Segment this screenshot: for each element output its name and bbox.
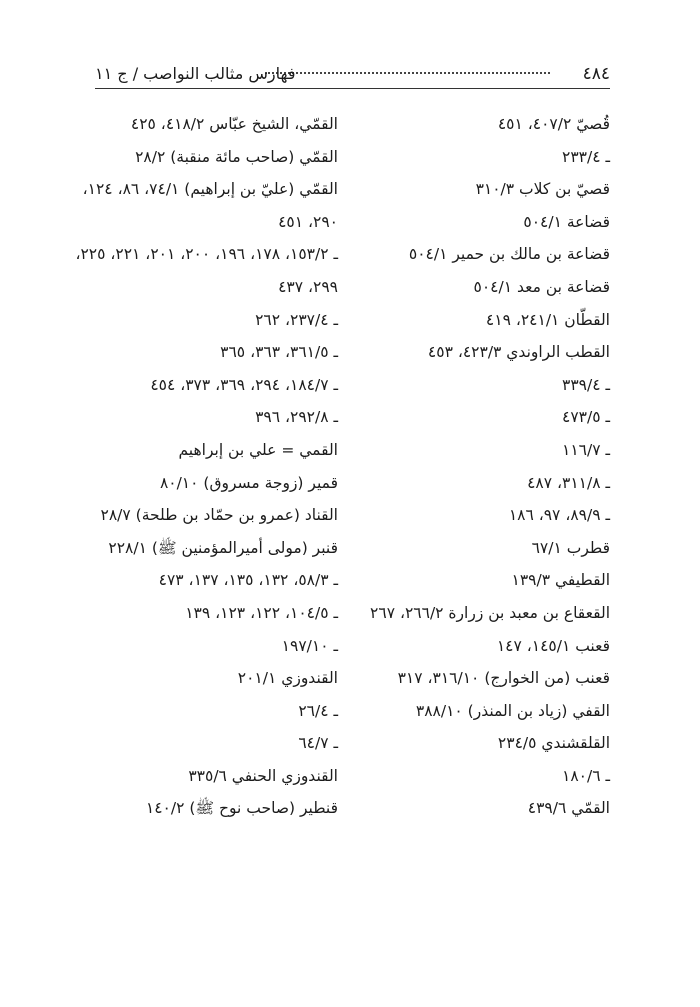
index-entry: القطب الراوندي ٤٢٣/٣، ٤٥٣ [427,343,610,362]
dotted-leader [265,72,550,74]
index-entry: ـ ٢٩٢/٨، ٣٩٦ [255,408,338,427]
index-entry: قعنب ١٤٥/١، ١٤٧ [496,636,610,655]
index-entry: ـ ١٥٣/٢، ١٧٨، ١٩٦، ٢٠٠، ٢٠١، ٢٢١، ٢٢٥، [75,245,338,264]
index-entry: ـ ٦٤/٧ [298,734,338,753]
index-entry: القطيفي ١٣٩/٣ [511,571,610,590]
index-entry: ـ ٣٦١/٥، ٣٦٣، ٣٦٥ [220,343,338,362]
index-entry: ـ ٤٧٣/٥ [562,408,610,427]
index-entry: القمي = علي بن إبراهيم [178,440,338,459]
index-entry: قعنب (من الخوارج) ٣١٦/١٠، ٣١٧ [397,669,610,688]
index-entry: القعقاع بن معبد بن زرارة ٢٦٦/٢، ٢٦٧ [370,603,610,622]
index-column-left [75,108,338,825]
index-entry: القندوزي الحنفي ٣٣٥/٦ [188,766,338,785]
index-entry: قمير (زوجة مسروق) ٨٠/١٠ [159,473,338,492]
index-entry: ـ ٢٣٧/٤، ٢٦٢ [255,310,338,329]
index-entry: القفي (زياد بن المنذر) ٣٨٨/١٠ [415,701,610,720]
index-entry: القناد (عمرو بن حمّاد بن طلحة) ٢٨/٧ [100,506,338,525]
index-entry: ـ ١٨٠/٦ [562,766,610,785]
index-entry: القمّي (صاحب مائة منقبة) ٢٨/٢ [135,147,338,166]
index-entry: القلقشندي ٢٣٤/٥ [497,734,610,753]
index-entry: القمّي (عليّ بن إبراهيم) ٧٤/١، ٨٦، ١٢٤، [82,180,338,199]
index-entry: ـ ٣١١/٨، ٤٨٧ [527,473,610,492]
index-entry: ـ ١٠٤/٥، ١٢٢، ١٢٣، ١٣٩ [185,603,338,622]
index-entry: ٢٩٩، ٤٣٧ [278,277,338,296]
index-entry: قضاعة بن معد ٥٠٤/١ [473,277,610,296]
index-entry: القمّي ٤٣٩/٦ [527,799,610,818]
index-entry: ـ ٢٣٣/٤ [562,147,610,166]
page-number: ٤٨٤ [582,64,610,84]
index-entry: القمّي، الشيخ عبّاس ٤١٨/٢، ٤٢٥ [130,115,338,133]
index-entry: قضاعة ٥٠٤/١ [523,212,610,231]
index-column-right [352,108,610,825]
running-title: فهارس مثالب النواصب / ج ١١ [95,64,296,83]
index-entry: ـ ١٩٧/١٠ [281,636,338,655]
index-entry: ـ ١٨٤/٧، ٢٩٤، ٣٦٩، ٣٧٣، ٤٥٤ [150,375,338,394]
index-entry: ـ ٨٩/٩، ٩٧، ١٨٦ [508,506,610,525]
index-entry: القندوزي ٢٠١/١ [237,669,338,688]
index-entry: ـ ١١٦/٧ [562,440,610,459]
index-entry: قنطير (صاحب نوح ﷺ) ١٤٠/٢ [145,799,338,818]
index-entry: القطّان ٢٤١/١، ٤١٩ [485,310,610,329]
index-entry: ـ ٢٦/٤ [298,701,338,720]
index-entry: قضاعة بن مالك بن حمير ٥٠٤/١ [408,245,610,264]
index-entry: قنبر (مولى أميرالمؤمنين ﷺ) ٢٢٨/١ [108,538,338,557]
index-entry: ـ ٥٨/٣، ١٣٢، ١٣٥، ١٣٧، ٤٧٣ [158,571,338,590]
header-rule [95,88,610,89]
index-entry: قُصيّ ٤٠٧/٢، ٤٥١ [497,115,610,133]
index-entry: ـ ٣٣٩/٤ [562,375,610,394]
page-header [95,60,610,90]
index-entry: قطرب ٦٧/١ [531,538,610,557]
index-entry: ٢٩٠، ٤٥١ [278,212,338,231]
index-entry: قصيّ بن كلاب ٣١٠/٣ [475,180,610,199]
